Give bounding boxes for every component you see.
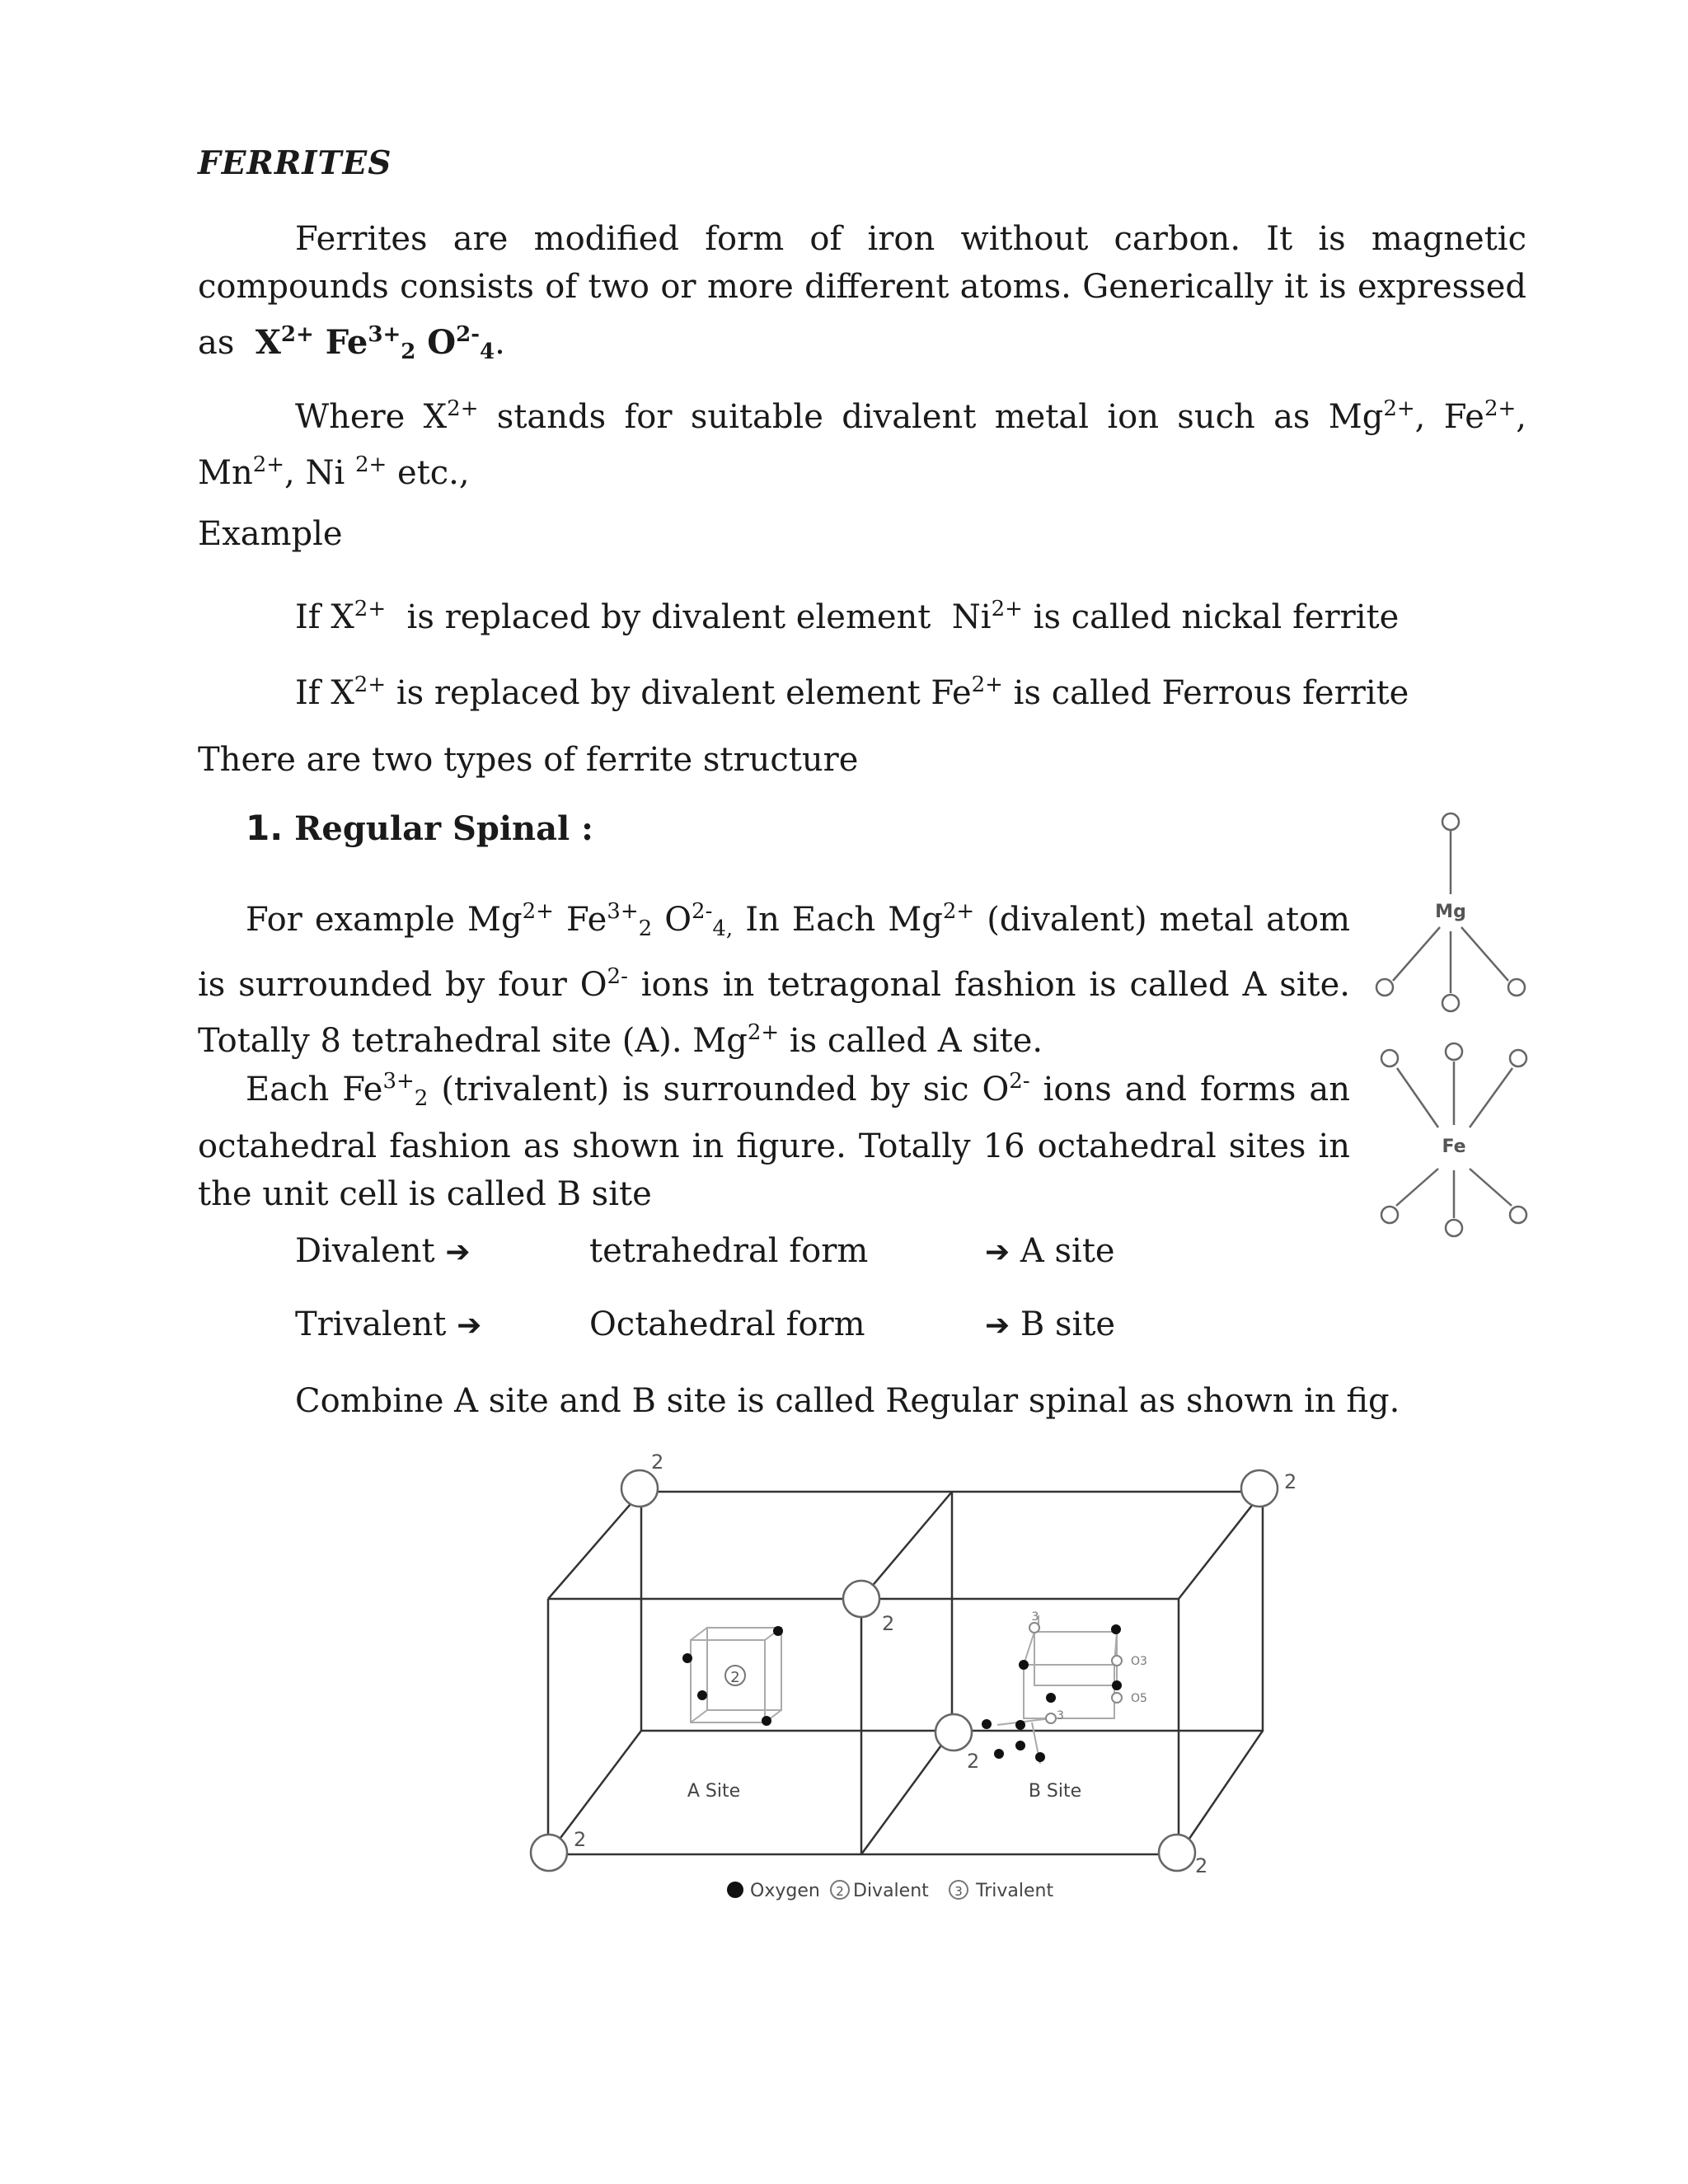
- svg-text:2: 2: [882, 1612, 895, 1635]
- oxygen-dot: [682, 1653, 692, 1663]
- oxygen-dot: [1019, 1660, 1029, 1670]
- example-ferrous: If $X^{2+}$ is replaced by divalent element $Fe^{2+}$ is called Ferrous ferrite: [295, 673, 1409, 712]
- svg-text:O5: O5: [1131, 1692, 1147, 1705]
- svg-text:2: 2: [651, 1451, 664, 1474]
- types-sentence: There are two types of ferrite structure: [198, 741, 859, 779]
- svg-text:Divalent: Divalent: [853, 1881, 929, 1901]
- arrow-icon: ➔: [985, 1309, 1010, 1343]
- oxygen-dot: [1015, 1741, 1025, 1750]
- site-row-trivalent: Trivalent ➔: [295, 1305, 482, 1343]
- corner-atoms: [531, 1470, 1278, 1871]
- svg-text:3: 3: [1031, 1610, 1039, 1624]
- regular-spinal-para-a: For example $Mg^{2+}$ $Fe^{3+}_2$ $O^{2-}_{4,}$ In Each $Mg^{2+}$ (divalent) metal atom is surrounded by four $O^{2-}$ ions in tetragonal fashion is called A site. Totally 8 tetrahedral site (A). $Mg^{2+}$ is called A site.: [198, 899, 1351, 1060]
- svg-text:O3: O3: [1131, 1655, 1147, 1668]
- oxygen-dot: [994, 1749, 1004, 1759]
- oxygen-dot: [1046, 1693, 1056, 1703]
- combine-sentence: Combine A site and B site is called Regular spinal as shown in fig.: [295, 1382, 1400, 1420]
- oxygen-dot: [1112, 1680, 1122, 1690]
- example-label: Example: [198, 515, 343, 553]
- site-row-trivalent-form: Octahedral form: [589, 1305, 865, 1343]
- unit-cell-frame: [548, 1492, 1263, 1854]
- site-row-divalent: Divalent ➔: [295, 1232, 471, 1270]
- svg-text:3: 3: [1057, 1709, 1064, 1722]
- general-formula: $X^{2+}$ $Fe^{3+}_2$ $O^{2-}_4$: [255, 322, 495, 364]
- svg-text:2: 2: [836, 1884, 844, 1899]
- arrow-icon: ➔: [457, 1309, 482, 1343]
- intro-text: Ferrites are modified form of iron without carbon. It is magnetic compounds consists of two or more different atoms. Generically it is expressed as: [198, 220, 1526, 362]
- svg-text:3: 3: [954, 1884, 963, 1899]
- site-row-trivalent-site: ➔ B site: [985, 1305, 1116, 1343]
- regular-spinal-para-b: Each $Fe^{3+}_2$ (trivalent) is surrounded by sic $O^{2-}$ ions and forms an octahedral fashion as shown in figure. Totally 16 octahedral sites in the unit cell is called B site: [198, 1069, 1351, 1213]
- b-site-label: B Site: [1028, 1781, 1082, 1802]
- intro-paragraph: Ferrites are modified form of iron without carbon. It is magnetic compounds consists of two or more different atoms. Generically it is expressed as $X^{2+}$ $Fe^{3+}_2$ $O^{2-}_4$.: [198, 220, 1526, 364]
- arrow-icon: ➔: [985, 1235, 1010, 1269]
- where-paragraph: Where $X^{2+}$ stands for suitable divalent metal ion such as $Mg^{2+}$, $Fe^{2+}$, $Mn^{2+}$, Ni $^{2+}$ etc.,: [198, 396, 1526, 492]
- oxygen-dot: [697, 1690, 707, 1700]
- svg-text:Trivalent: Trivalent: [976, 1881, 1054, 1901]
- svg-text:2: 2: [967, 1750, 980, 1773]
- trivalent-marker: [1112, 1693, 1122, 1703]
- site-row-divalent-form: tetrahedral form: [589, 1232, 869, 1270]
- example-nickel: If $X^{2+}$ is replaced by divalent element $Ni^{2+}$ is called nickal ferrite: [295, 597, 1400, 636]
- svg-text:2: 2: [730, 1669, 740, 1686]
- mg-label: Mg: [1435, 902, 1466, 922]
- page-title: FERRITES: [198, 144, 392, 182]
- trivalent-marker: [1112, 1656, 1122, 1666]
- oxygen-dot: [773, 1626, 783, 1636]
- oxygen-dot: [1015, 1720, 1025, 1730]
- trivalent-marker: [1029, 1623, 1039, 1633]
- section-heading-regular-spinal: 1. Regular Spinal :: [246, 808, 593, 848]
- arrow-icon: ➔: [445, 1235, 471, 1269]
- trivalent-marker: [1046, 1713, 1056, 1723]
- site-row-divalent-site: ➔ A site: [985, 1232, 1115, 1270]
- corner-labels: [574, 1451, 1296, 1877]
- svg-text:2: 2: [574, 1828, 587, 1851]
- oxygen-dot: [1111, 1624, 1121, 1634]
- figure-legend: [727, 1881, 1053, 1901]
- svg-text:Oxygen: Oxygen: [750, 1881, 820, 1901]
- svg-text:2: 2: [1284, 1470, 1297, 1493]
- oxygen-dot: [762, 1716, 771, 1726]
- a-site-label: A Site: [687, 1781, 741, 1802]
- fe-label: Fe: [1442, 1137, 1466, 1157]
- oxygen-dot: [1035, 1752, 1045, 1762]
- b-site-cube: [997, 1615, 1117, 1764]
- svg-text:2: 2: [1195, 1854, 1208, 1877]
- oxygen-dot: [982, 1719, 992, 1729]
- oxygen-legend-dot: [727, 1882, 743, 1898]
